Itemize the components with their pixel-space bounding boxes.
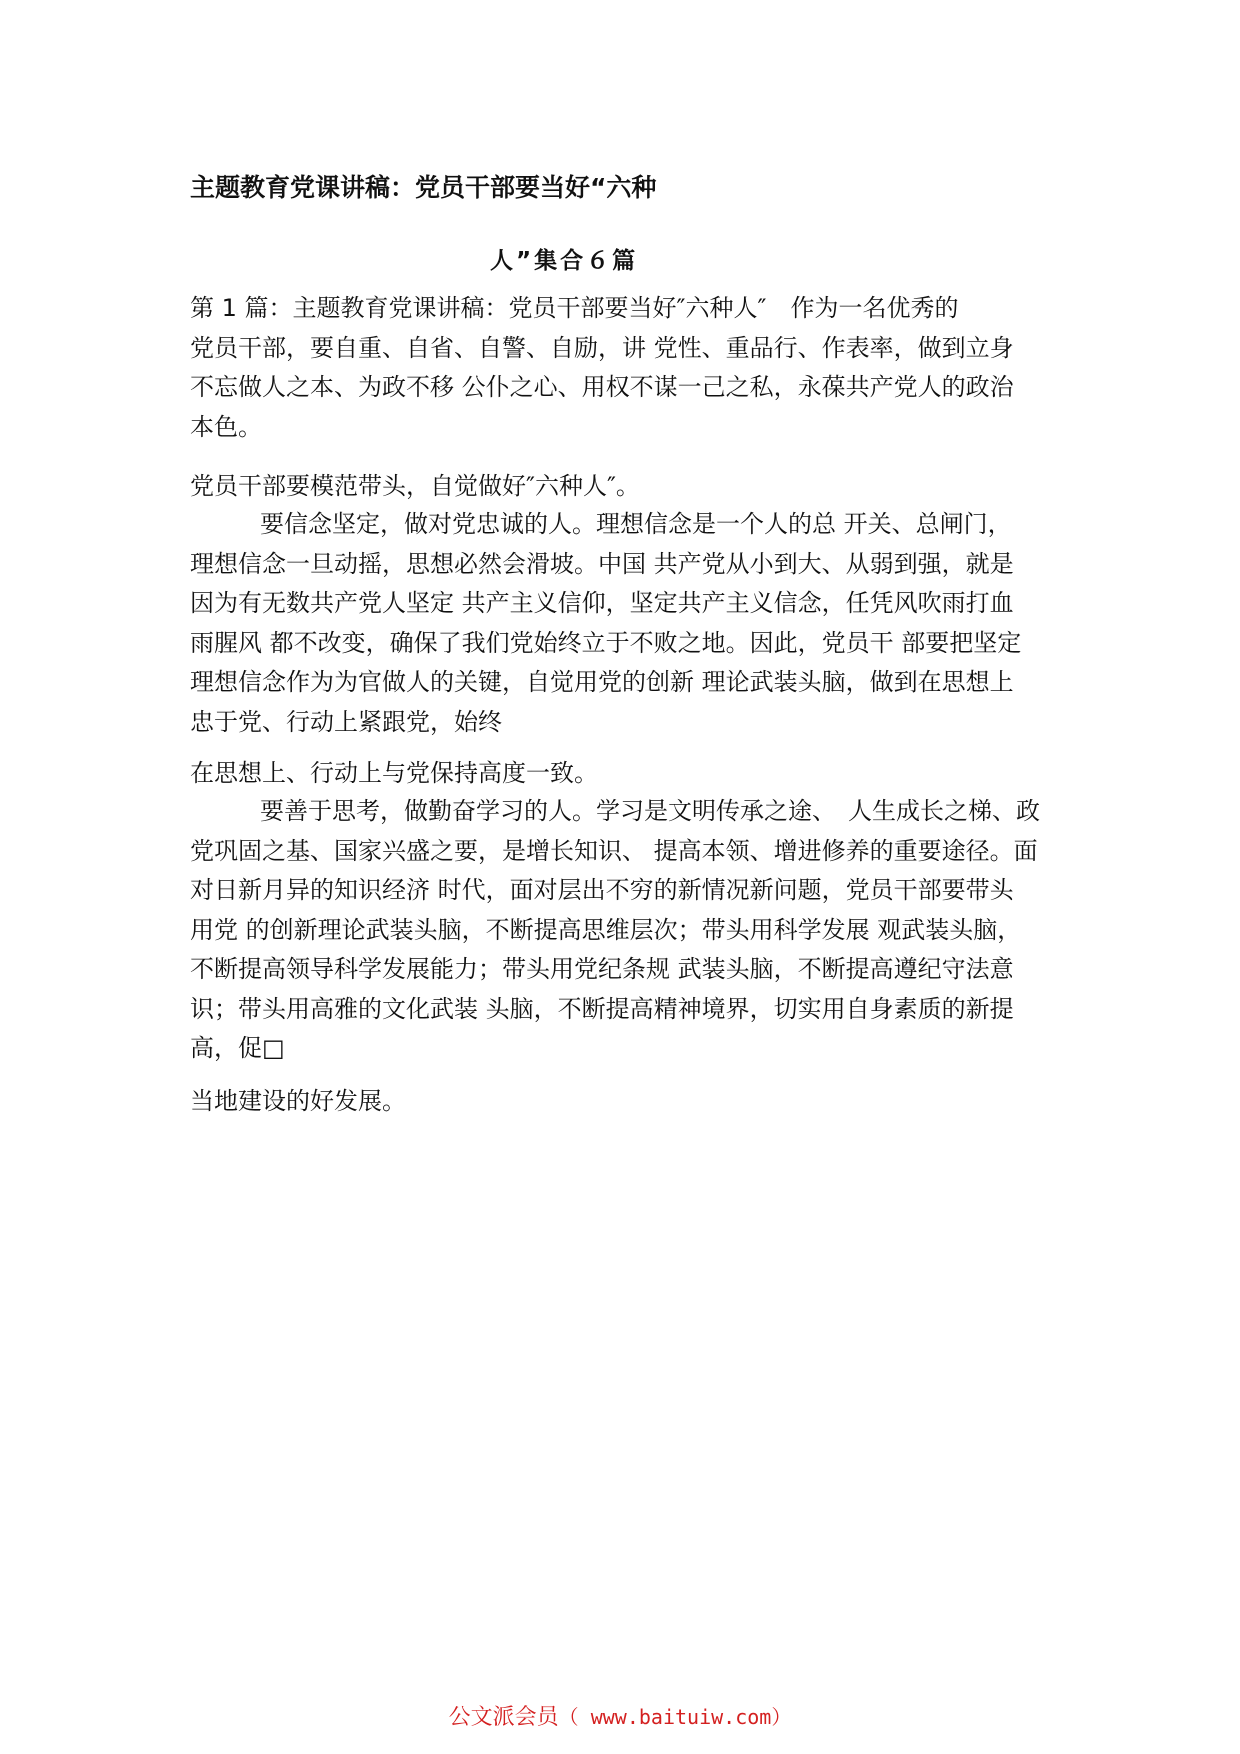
paragraph-line: 因为有无数共产党人坚定 共产主义信仰，坚定共产主义信念，任凭风吹雨打血 — [190, 589, 1014, 617]
footer-watermark — [0, 1700, 1240, 1731]
paragraph-line: 要善于思考，做勤奋学习的人。学习是文明传承之途、 人生成长之梯、政 — [260, 797, 1040, 825]
paragraph-line: 第 1 篇：主题教育党课讲稿：党员干部要当好″六种人″ 作为一名优秀的 — [190, 294, 959, 322]
paragraph-line: 忠于党、行动上紧跟党，始终 — [190, 707, 502, 736]
paragraph-line: 在思想上、行动上与党保持高度一致。 — [190, 759, 598, 787]
paragraph-line: 理想信念一旦动摇，思想必然会滑坡。中国 共产党从小到大、从弱到强，就是 — [190, 549, 1014, 578]
document-title-line-2: 人”集合６篇 — [490, 248, 639, 274]
paragraph-line: 本色。 — [190, 412, 262, 441]
document-title-line-1: 主题教育党课讲稿：党员干部要当好“六种 — [190, 173, 657, 202]
paragraph-line: 不断提高领导科学发展能力；带头用党纪条规 武装头脑，不断提高遵纪守法意 — [190, 955, 1014, 983]
paragraph-line: 用党 的创新理论武装头脑，不断提高思维层次；带头用科学发展 观武装头脑， — [190, 915, 1022, 944]
faith-continuation — [190, 754, 1070, 794]
footer-brand: 公文派会员 — [448, 1705, 559, 1730]
paragraph-line: 识；带头用高雅的文化武装 头脑，不断提高精神境界，切实用自身素质的新提 — [190, 994, 1014, 1023]
summary-paragraph — [190, 467, 1070, 507]
paragraph-line: 雨腥风 都不改变，确保了我们党始终立于不败之地。因此，党员干 部要把坚定 — [190, 628, 1022, 657]
learning-paragraph — [190, 792, 1070, 1069]
paragraph-line: 党员干部，要自重、自省、自警、自励，讲 党性、重品行、作表率，做到立身 — [190, 333, 1014, 362]
paragraph-line: 党巩固之基、国家兴盛之要，是增长知识、 提高本领、增进修养的重要途径。面 — [190, 836, 1038, 865]
footer-url: （ www.baituiw.com） — [558, 1705, 792, 1729]
paragraph-line: 高，促□ — [190, 1034, 285, 1062]
paragraph-line: 理想信念作为为官做人的关键，自觉用党的创新 理论武装头脑，做到在思想上 — [190, 668, 1014, 696]
faith-paragraph — [190, 505, 1070, 742]
paragraph-line: 对日新月异的知识经济 时代，面对层出不穷的新情况新问题，党员干部要带头 — [190, 876, 1014, 904]
learning-continuation — [190, 1082, 1070, 1122]
paragraph-line: 不忘做人之本、为政不移 公仆之心、用权不谋一己之私，永葆共产党人的政治 — [190, 373, 1014, 401]
paragraph-line: 党员干部要模范带头，自觉做好″六种人″。 — [190, 472, 640, 500]
paragraph-line: 当地建设的好发展。 — [190, 1087, 406, 1115]
paragraph-line: 要信念坚定，做对党忠诚的人。理想信念是一个人的总 开关、总闸门， — [260, 510, 1012, 538]
intro-paragraph — [190, 289, 1070, 447]
